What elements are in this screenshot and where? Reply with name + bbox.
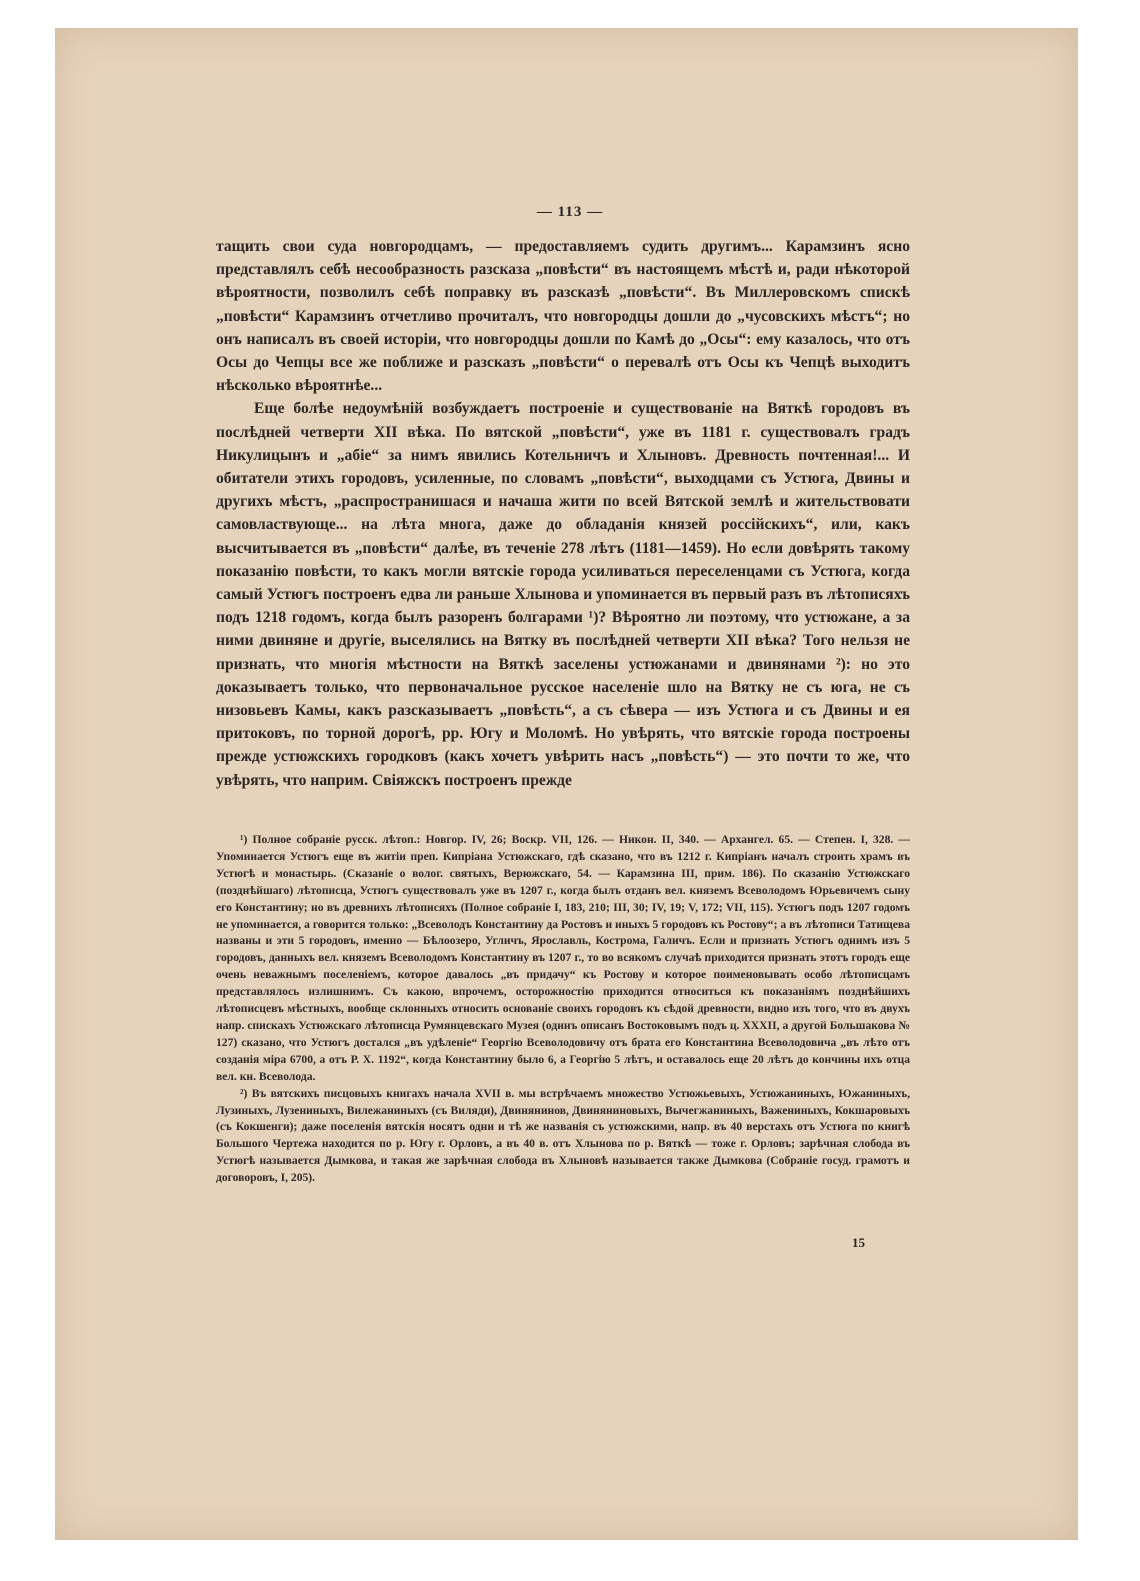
main-text: [216, 235, 910, 792]
page-number: — 113 —: [536, 204, 604, 220]
footnotes: [216, 832, 910, 1187]
footnote-2: ²) Въ вятскихъ писцовыхъ книгахъ начала XVII в. мы встрѣчаемъ множество Устюжьевыхъ, Устюжаниныхъ, Южаниныхъ, Лузиныхъ, Лузениныхъ, Вилежаниныхъ (съ Виляди), Двинянинов, Двиняниновыхъ, Вычегжаниныхъ, Важениныхъ, Кокшаровыхъ (съ Кокшенги); даже поселенія вятскія носятъ одни и тѣ же названія съ устюжскими, напр. въ 40 верстахъ отъ Устюга по книгѣ Большого Чертежа находится по р. Югу г. Орловъ, а въ 40 в. отъ Хлынова по р. Вяткѣ — тоже г. Орловъ; зарѣчная слобода въ Устюгѣ называется Дымкова, и такая же зарѣчная слобода въ Хлыновѣ называется также Дымкова (Собраніе госуд. грамотъ и договоровъ, I, 205).: [216, 1086, 910, 1185]
signature-mark: 15: [852, 1235, 865, 1250]
footnote-1: ¹) Полное собраніе русск. лѣтоп.: Новгор. IV, 26; Воскр. VII, 126. — Никон. II, 340. — Архангел. 65. — Степен. I, 328. — Упоминается Устюгъ еще въ житіи преп. Кипріана Устюжскаго, гдѣ сказано, что въ 1212 г. Кипріанъ началъ строить храмъ въ Устюгѣ и монастырь. (Сказаніе о волог. святыхъ, Верюжскаго, 54. — Карамзина III, прим. 186). По сказанію Устюжскаго (позднѣйшаго) лѣтописца, Устюгъ существовалъ уже въ 1207 г., когда былъ отданъ вел. княземъ Всеволодомъ Юрьевичемъ сыну его Константину; но въ древнихъ лѣтописяхъ (Полное собраніе I, 183, 210; III, 30; IV, 19; V, 172; VII, 115). Устюгъ подъ 1207 годомъ не упоминается, а говорится только: „Всеволодъ Константину да Ростовъ и иныхъ 5 городовъ къ Ростову“; а въ лѣтописи Татищева названы и эти 5 городовъ, именно — Бѣлоозеро, Угличъ, Ярославль, Кострома, Галичъ. Если и признать Устюгъ однимъ изъ 5 городовъ, данныхъ вел. княземъ Всеволодомъ Константину въ 1207 г., то во всякомъ случаѣ приходится признать этотъ городъ еще очень неважнымъ поселеніемъ, которое давалось „въ придачу“ къ Ростову и которое поименовывать особо лѣтописцамъ представлялось излишнимъ. Съ какою, впрочемъ, осторожностію приходится относиться къ показаніямъ позднѣйшихъ лѣтописцевъ мѣстныхъ, вообще склонныхъ относить основаніе своихъ городовъ къ сѣдой древности, видно изъ того, что въ двухъ напр. спискахъ Устюжскаго лѣтописца Румянцевскаго Музея (одинъ описанъ Востоковымъ подъ ц. XXXII, а другой Большакова № 127) сказано, что Устюгъ достался „въ удѣленіе“ Георгію Всеволодовичу отъ брата его Константина Всеволодовича „въ лѣто отъ созданія міра 6700, а отъ Р. Х. 1192“, когда Константину было 6, а Георгію 5 лѣтъ, и оставалось еще 20 лѣтъ до кончины ихъ отца вел. кн. Всеволода.: [216, 833, 910, 1083]
paragraph-1: тащить свои суда новгородцамъ, — предоставляемъ судить другимъ... Карамзинъ ясно представлялъ себѣ несообразность разсказа „повѣсти“ въ настоящемъ мѣстѣ и, ради нѣкоторой вѣроятности, позволилъ себѣ поправку въ разсказѣ „повѣсти“. Въ Миллеровскомъ спискѣ „повѣсти“ Карамзинъ отчетливо прочиталъ, что новгородцы дошли до „чусовскихъ мѣстъ“; но онъ написалъ въ своей исторіи, что новгородцы дошли по Камѣ до „Осы“: ему казалось, что отъ Осы до Чепцы все же поближе и разсказъ „повѣсти“ о перевалѣ отъ Осы къ Чепцѣ выходитъ нѣсколько вѣроятнѣе...: [216, 238, 910, 395]
paragraph-2: Еще болѣе недоумѣній возбуждаетъ построеніе и существованіе на Вяткѣ городовъ въ послѣдней четверти XII вѣка. По вятской „повѣсти“, уже въ 1181 г. существовалъ градъ Никулицынъ и „абіе“ за нимъ явились Котельничъ и Хлыновъ. Древность почтенная!... И обитатели этихъ городовъ, усиленные, по словамъ „повѣсти“, выходцами съ Устюга, Двины и другихъ мѣстъ, „распространишася и начаша жити по всей Вятской землѣ и жительствовати самовластвующе... на лѣта многа, даже до обладанія князей россійскихъ“, или, какъ высчитывается въ „повѣсти“ далѣе, въ теченіе 278 лѣтъ (1181—1459). Но если довѣрять такому показанію повѣсти, то какъ могли вятскіе города усиливаться переселенцами съ Устюга, когда самый Устюгъ построенъ едва ли раньше Хлынова и упоминается въ первый разъ въ лѣтописяхъ подъ 1218 годомъ, когда былъ разоренъ болгарами ¹)? Вѣроятно ли поэтому, что устюжане, а за ними двиняне и другіе, выселялись на Вятку въ послѣдней четверти XII вѣка? Того нельзя не признать, что многія мѣстности на Вяткѣ заселены устюжанами и двинянами ²): но это доказываетъ только, что первоначальное русское населеніе шло на Вятку не съ юга, не съ низовьевъ Камы, какъ разсказываетъ „повѣсть“, а съ сѣвера — изъ Устюга и съ Двины и ея притоковъ, по торной дорогѣ, рр. Югу и Моломѣ. Но увѣрять, что вятскіе города построены прежде устюжскихъ городковъ (какъ хочетъ увѣрить насъ „повѣсть“) — это почти то же, что увѣрять, что наприм. Свіяжскъ построенъ прежде: [216, 400, 910, 789]
